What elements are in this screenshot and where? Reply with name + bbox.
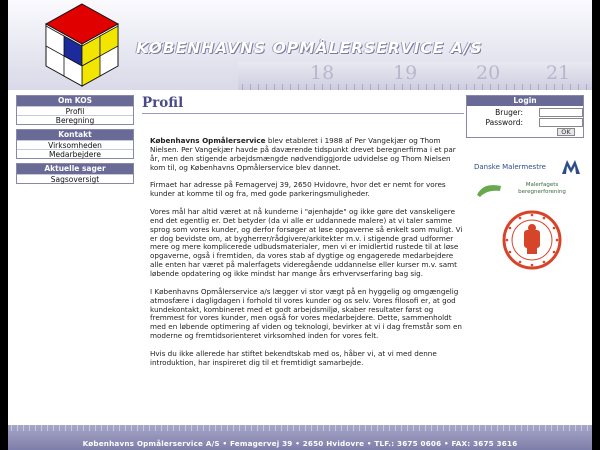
title-divider bbox=[142, 113, 464, 114]
footer-tick bbox=[317, 425, 318, 431]
malerfagets-beregnerforening-logo[interactable] bbox=[474, 180, 582, 200]
ruler-tick bbox=[314, 84, 315, 90]
ruler-tick bbox=[506, 84, 507, 90]
ruler-tick bbox=[386, 84, 387, 90]
ruler-number: 19 bbox=[393, 62, 418, 84]
footer-tick bbox=[401, 425, 402, 431]
footer-tick bbox=[65, 425, 66, 431]
nav-section-title: Aktuelle sager bbox=[17, 164, 133, 174]
ruler-tick bbox=[290, 84, 291, 90]
footer-tick bbox=[455, 425, 456, 431]
footer-tick bbox=[185, 425, 186, 431]
ruler-tick bbox=[442, 84, 443, 90]
ruler-tick bbox=[426, 84, 427, 90]
nav-item-virksomheden[interactable]: Virksomheden bbox=[17, 140, 133, 149]
footer-tick bbox=[215, 425, 216, 431]
footer-tick bbox=[407, 425, 408, 431]
footer-tick bbox=[329, 425, 330, 431]
ruler-tick bbox=[474, 84, 475, 90]
ruler-tick bbox=[378, 84, 379, 90]
ruler-tick bbox=[586, 84, 587, 90]
ruler-tick bbox=[498, 84, 499, 90]
company-logo-icon[interactable] bbox=[44, 2, 120, 88]
footer-tick bbox=[563, 425, 564, 431]
nav-item-sagsoversigt[interactable]: Sagsoversigt bbox=[17, 174, 133, 183]
footer-tick bbox=[233, 425, 234, 431]
ruler-number: 18 bbox=[310, 62, 335, 84]
footer-tick bbox=[173, 425, 174, 431]
footer-tick bbox=[533, 425, 534, 431]
paragraph bbox=[150, 181, 464, 199]
ruler-graphic bbox=[238, 62, 592, 90]
login-box bbox=[466, 95, 584, 138]
ruler-tick bbox=[490, 84, 491, 90]
ruler-tick bbox=[258, 84, 259, 90]
footer-tick bbox=[101, 425, 102, 431]
footer-tick bbox=[311, 425, 312, 431]
danske-malermestre-logo[interactable] bbox=[474, 158, 582, 178]
footer-tick bbox=[29, 425, 30, 431]
footer-tick bbox=[365, 425, 366, 431]
footer-tick bbox=[395, 425, 396, 431]
ruler-tick bbox=[330, 84, 331, 90]
footer-tick bbox=[497, 425, 498, 431]
ruler-tick bbox=[570, 84, 571, 90]
ruler-tick bbox=[354, 84, 355, 90]
footer-tick bbox=[59, 425, 60, 431]
paragraph bbox=[150, 288, 464, 341]
nav-section-title: Om KOS bbox=[17, 96, 133, 106]
footer-tick bbox=[575, 425, 576, 431]
ruler-tick bbox=[282, 84, 283, 90]
footer-tick bbox=[269, 425, 270, 431]
ruler-number: 21 bbox=[546, 62, 571, 84]
footer-tick bbox=[581, 425, 582, 431]
footer-tick bbox=[131, 425, 132, 431]
footer-tick bbox=[41, 425, 42, 431]
footer-tick bbox=[335, 425, 336, 431]
footer-tick bbox=[257, 425, 258, 431]
footer-tick bbox=[299, 425, 300, 431]
footer-tick bbox=[377, 425, 378, 431]
brush-stroke-icon bbox=[476, 182, 502, 198]
footer-address: Københavns Opmålerservice A/S • Femagervej 39 • 2650 Hvidovre • TLF.: 3675 0606 • FAX: 3675 3616 bbox=[82, 439, 518, 448]
footer-tick bbox=[515, 425, 516, 431]
footer-tick bbox=[71, 425, 72, 431]
ruler-tick bbox=[562, 84, 563, 90]
footer-tick bbox=[239, 425, 240, 431]
malermestre-m-icon bbox=[562, 160, 580, 174]
footer-tick bbox=[551, 425, 552, 431]
footer-tick bbox=[197, 425, 198, 431]
guild-seal-icon[interactable] bbox=[502, 210, 562, 270]
footer-tick bbox=[491, 425, 492, 431]
ruler-tick bbox=[242, 84, 243, 90]
user-label: Bruger: bbox=[495, 108, 523, 117]
ruler-tick bbox=[546, 84, 547, 90]
footer-tick bbox=[503, 425, 504, 431]
footer-tick bbox=[191, 425, 192, 431]
footer-tick bbox=[467, 425, 468, 431]
footer-tick bbox=[539, 425, 540, 431]
nav-item-profil[interactable]: Profil bbox=[17, 106, 133, 115]
footer-tick bbox=[11, 425, 12, 431]
footer-tick bbox=[485, 425, 486, 431]
footer-tick bbox=[557, 425, 558, 431]
ruler-tick bbox=[538, 84, 539, 90]
ruler-tick bbox=[298, 84, 299, 90]
ruler-tick bbox=[522, 84, 523, 90]
footer-tick bbox=[263, 425, 264, 431]
footer-tick bbox=[83, 425, 84, 431]
paragraph-text: Firmaet har adresse på Femagervej 39, 2650 Hvidovre, hvor det er nemt for vores kunder at komme til og fra, med gode parkeringsmuligheder. bbox=[150, 180, 446, 199]
ruler-tick bbox=[402, 84, 403, 90]
ruler-tick bbox=[362, 84, 363, 90]
site-title: KØBENHAVNS OPMÅLERSERVICE A/S bbox=[136, 39, 483, 57]
footer-bar bbox=[8, 425, 592, 450]
ruler-tick bbox=[274, 84, 275, 90]
ruler-tick bbox=[578, 84, 579, 90]
user-input[interactable] bbox=[539, 108, 583, 117]
body-text bbox=[150, 137, 464, 377]
paragraph-text: blev etableret i 1988 af Per Vangekjær og Thom Nielsen. Per Vangekjær havde på daværende tidspunkt drevet beregnerfirma i et par år, men den stigende arbejdsmængde nødvendiggjorde udvidelse og Thom Nielsen kom til, og Københavns Opmålerservice blev dannet. bbox=[150, 136, 456, 172]
paragraph-text: I Københavns Opmålerservice a/s lægger vi stor vægt på en hyggelig og omgængelig atmosfære i dagligdagen i forhold til vores kunder og os selv. Vores filosofi er, at god kundekontakt, kombineret med et godt arbejdsmiljø, skaber resultater først og fremmest for vores kunder, men også for vores medarbejdere. Dette, sammenholdt med en løbende optimering af viden og teknologi, bevirker at vi i dag fremstår som en moderne og fremtidsorienteret virksomhed inden for vores felt. bbox=[150, 286, 462, 341]
footer-tick bbox=[437, 425, 438, 431]
login-ok-button[interactable]: OK bbox=[557, 128, 575, 136]
ruler-tick bbox=[466, 84, 467, 90]
footer-tick bbox=[479, 425, 480, 431]
footer-tick bbox=[275, 425, 276, 431]
paragraph-text: Hvis du ikke allerede har stiftet bekendtskab med os, håber vi, at vi med denne introduktion, har inspireret dig til et fremtidigt samarbejde. bbox=[150, 348, 437, 367]
ruler-tick bbox=[482, 84, 483, 90]
company-name-bold: Københavns Opmålerservice bbox=[150, 136, 266, 145]
footer-tick bbox=[245, 425, 246, 431]
footer-tick bbox=[89, 425, 90, 431]
footer-tick bbox=[389, 425, 390, 431]
ruler-tick bbox=[530, 84, 531, 90]
header-banner bbox=[8, 0, 592, 90]
footer-tick bbox=[149, 425, 150, 431]
login-title: Login bbox=[467, 96, 583, 106]
footer-tick bbox=[419, 425, 420, 431]
footer-tick bbox=[95, 425, 96, 431]
footer-tick bbox=[167, 425, 168, 431]
footer-tick bbox=[251, 425, 252, 431]
ruler-tick bbox=[306, 84, 307, 90]
ruler-tick bbox=[458, 84, 459, 90]
ruler-tick bbox=[250, 84, 251, 90]
malerfagets-text: Malerfagets beregnerforening bbox=[518, 182, 566, 195]
footer-tick bbox=[461, 425, 462, 431]
login-user-row bbox=[467, 108, 585, 117]
footer-tick bbox=[107, 425, 108, 431]
footer-tick bbox=[293, 425, 294, 431]
footer-tick bbox=[443, 425, 444, 431]
ruler-number: 20 bbox=[476, 62, 501, 84]
footer-tick bbox=[137, 425, 138, 431]
footer-tick bbox=[221, 425, 222, 431]
left-nav bbox=[16, 95, 134, 188]
ruler-tick bbox=[266, 84, 267, 90]
footer-tick bbox=[473, 425, 474, 431]
footer-tick bbox=[449, 425, 450, 431]
footer-tick bbox=[287, 425, 288, 431]
footer-tick bbox=[371, 425, 372, 431]
page-frame bbox=[8, 0, 592, 450]
footer-tick bbox=[47, 425, 48, 431]
footer-tick bbox=[179, 425, 180, 431]
footer-tick bbox=[203, 425, 204, 431]
footer-tick bbox=[113, 425, 114, 431]
ruler-tick bbox=[394, 84, 395, 90]
paragraph bbox=[150, 137, 464, 172]
footer-tick bbox=[35, 425, 36, 431]
nav-section-title: Kontakt bbox=[17, 130, 133, 140]
nav-section-aktuelle-sager bbox=[16, 163, 134, 184]
ruler-tick bbox=[450, 84, 451, 90]
footer-tick bbox=[323, 425, 324, 431]
footer-tick bbox=[359, 425, 360, 431]
footer-tick bbox=[281, 425, 282, 431]
footer-tick bbox=[383, 425, 384, 431]
footer-tick bbox=[425, 425, 426, 431]
footer-tick bbox=[77, 425, 78, 431]
footer-tick bbox=[227, 425, 228, 431]
nav-item-beregning[interactable]: Beregning bbox=[17, 115, 133, 124]
footer-tick bbox=[521, 425, 522, 431]
footer-tick bbox=[509, 425, 510, 431]
footer-tick bbox=[587, 425, 588, 431]
footer-tick bbox=[353, 425, 354, 431]
footer-tick bbox=[413, 425, 414, 431]
ruler-tick bbox=[322, 84, 323, 90]
footer-tick bbox=[527, 425, 528, 431]
footer-tick bbox=[545, 425, 546, 431]
footer-tick bbox=[341, 425, 342, 431]
main-content bbox=[142, 95, 464, 425]
nav-section-kontakt bbox=[16, 129, 134, 159]
ruler-tick bbox=[410, 84, 411, 90]
ruler-tick bbox=[434, 84, 435, 90]
footer-tick bbox=[305, 425, 306, 431]
paragraph bbox=[150, 350, 464, 368]
ruler-tick bbox=[370, 84, 371, 90]
footer-tick bbox=[347, 425, 348, 431]
footer-tick bbox=[209, 425, 210, 431]
footer-tick bbox=[431, 425, 432, 431]
paragraph-text: Vores mål har altid været at nå kunderne i "øjenhøjde" og ikke gøre det vanskeligere end det egentlig er. Det betyder (da vi alle er uddannede malere) at vi taler samme sprog som vores kunder, og derfor forsøger at løse opgaverne så enkelt som muligt. Vi er dog bevidste om, at bygherrer/rådgivere/arkitekter m.v. i stigende grad udformer mere og mere komplicerede udbudsmaterialer, men vi er imidlertid rustede til at løse opgaverne, også i fremtiden, da vores stab af dygtige og engagerede medarbejdere alle enten har været på malerfagets videregående uddannelse eller kurser m.v. samt løbende opdatering og ikke mindst har mange års erhvervserfaring bag sig. bbox=[150, 207, 463, 278]
nav-item-medarbejdere[interactable]: Medarbejdere bbox=[17, 149, 133, 158]
footer-tick bbox=[143, 425, 144, 431]
ruler-tick bbox=[346, 84, 347, 90]
footer-tick bbox=[23, 425, 24, 431]
password-label: Password: bbox=[485, 118, 523, 127]
footer-tick bbox=[17, 425, 18, 431]
ruler-tick bbox=[514, 84, 515, 90]
nav-section-om-kos bbox=[16, 95, 134, 125]
footer-tick bbox=[119, 425, 120, 431]
footer-tick bbox=[161, 425, 162, 431]
footer-tick bbox=[53, 425, 54, 431]
ruler-tick bbox=[554, 84, 555, 90]
password-input[interactable] bbox=[539, 118, 583, 127]
page-title: Profil bbox=[142, 95, 184, 111]
ruler-tick bbox=[338, 84, 339, 90]
footer-tick bbox=[125, 425, 126, 431]
danske-malermestre-text: Danske Malermestre bbox=[474, 163, 546, 171]
footer-tick bbox=[569, 425, 570, 431]
ruler-tick bbox=[418, 84, 419, 90]
paragraph bbox=[150, 208, 464, 279]
login-password-row bbox=[467, 118, 585, 127]
footer-tick bbox=[155, 425, 156, 431]
